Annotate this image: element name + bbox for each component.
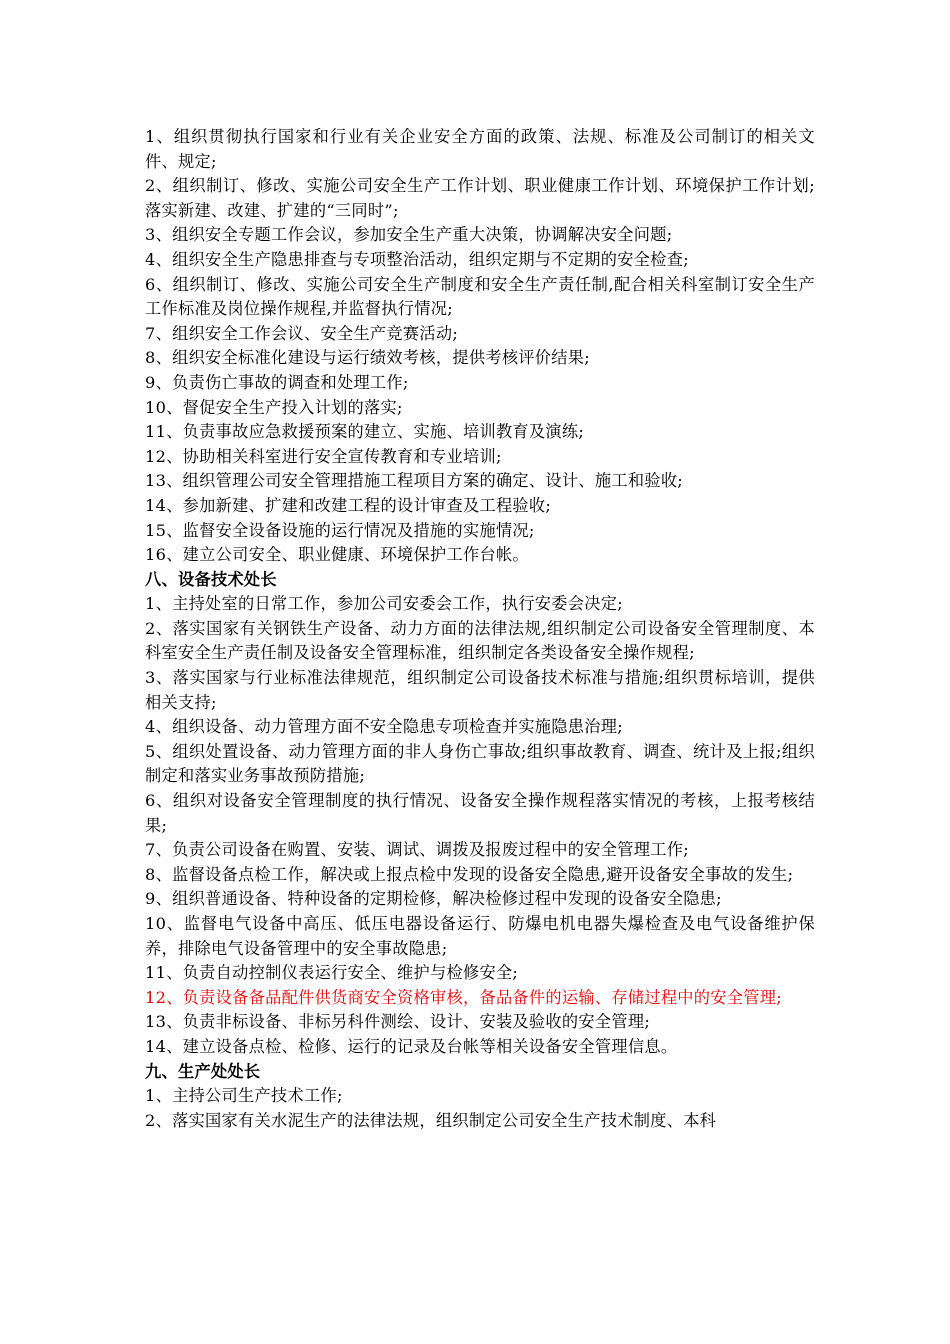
list-item: 7、负责公司设备在购置、安装、调试、调拨及报废过程中的安全管理工作;: [145, 840, 689, 860]
list-item: 6、组织对设备安全管理制度的执行情况、设备安全操作规程落实情况的考核，上报考核结果;: [145, 791, 815, 835]
list-item: 13、组织管理公司安全管理措施工程项目方案的确定、设计、施工和验收;: [145, 471, 684, 491]
list-item: 3、组织安全专题工作会议，参加安全生产重大决策，协调解决安全问题;: [145, 225, 673, 245]
list-item: 10、监督电气设备中高压、低压电器设备运行、防爆电机电器失爆检查及电气设备维护保养，排除电气设备管理中的安全事故隐患;: [145, 914, 815, 958]
list-item: 6、组织制订、修改、实施公司安全生产制度和安全生产责任制,配合相关科室制订安全生产工作标准及岗位操作规程,并监督执行情况;: [145, 274, 815, 319]
list-item: 4、组织设备、动力管理方面不安全隐患专项检查并实施隐患治理;: [145, 717, 624, 737]
section-heading-production: 九、生产处处长: [145, 1061, 261, 1081]
highlighted-list-item: 12、负责设备备品配件供货商安全资格审核，备品备件的运输、存储过程中的安全管理;: [145, 987, 782, 1007]
list-item: 12、协助相关科室进行安全宣传教育和专业培训;: [145, 446, 502, 466]
list-item: 14、参加新建、扩建和改建工程的设计审查及工程验收;: [145, 495, 552, 515]
list-item: 10、督促安全生产投入计划的落实;: [145, 397, 403, 417]
list-item: 8、监督设备点检工作，解决或上报点检中发现的设备安全隐患,避开设备安全事故的发生;: [145, 864, 794, 884]
list-item: 11、负责事故应急救援预案的建立、实施、培训教育及演练;: [145, 422, 585, 442]
document-page: [145, 125, 815, 1133]
list-item: 8、组织安全标准化建设与运行绩效考核，提供考核评价结果;: [145, 348, 591, 368]
list-item: 4、组织安全生产隐患排查与专项整治活动，组织定期与不定期的安全检查;: [145, 249, 689, 269]
list-item: 13、负责非标设备、非标另科件测绘、设计、安装及验收的安全管理;: [145, 1012, 651, 1032]
list-item: 14、建立设备点检、检修、运行的记录及台帐等相关设备安全管理信息。: [145, 1036, 678, 1056]
list-item: 2、落实国家有关水泥生产的法律法规，组织制定公司安全生产技术制度、本科: [145, 1110, 717, 1130]
list-item: 7、组织安全工作会议、安全生产竞赛活动;: [145, 323, 459, 343]
list-item: 15、监督安全设备设施的运行情况及措施的实施情况;: [145, 520, 535, 540]
list-item: 16、建立公司安全、职业健康、环境保护工作台帐。: [145, 545, 529, 565]
list-item: 3、落实国家与行业标准法律规范，组织制定公司设备技术标准与措施;组织贯标培训，提供相关支持;: [145, 668, 815, 712]
list-item: 9、组织普通设备、特种设备的定期检修，解决检修过程中发现的设备安全隐患;: [145, 889, 722, 909]
list-item: 1、主持处室的日常工作，参加公司安委会工作，执行安委会决定;: [145, 594, 624, 614]
list-item: 5、组织处置设备、动力管理方面的非人身伤亡事故;组织事故教育、调查、统计及上报;组织制定和落实业务事故预防措施;: [145, 741, 815, 786]
list-item: 2、落实国家有关钢铁生产设备、动力方面的法律法规,组织制定公司设备安全管理制度、本科室安全生产责任制及设备安全管理标准，组织制定各类设备安全操作规程;: [145, 618, 815, 663]
section-heading-equipment: 八、设备技术处长: [145, 569, 277, 589]
list-item: 11、负责自动控制仪表运行安全、维护与检修安全;: [145, 963, 519, 983]
list-item: 2、组织制订、修改、实施公司安全生产工作计划、职业健康工作计划、环境保护工作计划;落实新建、改建、扩建的“三同时”;: [145, 176, 815, 220]
list-item: 1、组织贯彻执行国家和行业有关企业安全方面的政策、法规、标准及公司制订的相关文件、规定;: [145, 127, 815, 171]
list-item: 9、负责伤亡事故的调查和处理工作;: [145, 372, 409, 392]
list-item: 1、主持公司生产技术工作;: [145, 1086, 343, 1106]
